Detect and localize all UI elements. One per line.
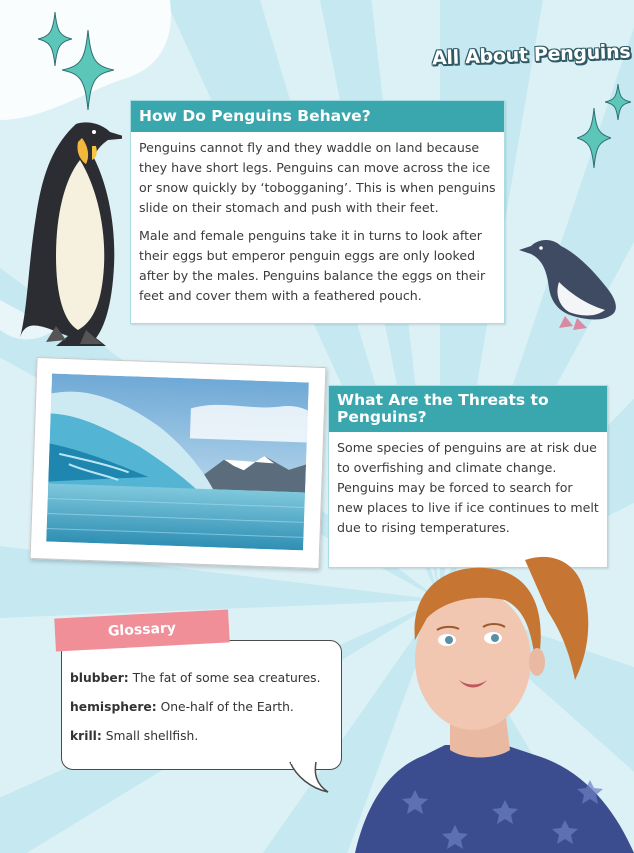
glossary-definition: One-half of the Earth.	[156, 700, 294, 714]
page-title: All About Penguins	[431, 40, 631, 70]
behave-paragraph-2: Male and female penguins take it in turns to look after their eggs but emperor penguin eggs are only looked after by the males. Penguins balance the eggs on their feet and cover them with a feathered pouch.	[139, 228, 486, 303]
glossary-bubble	[61, 640, 342, 770]
glossary-definition: The fat of some sea creatures.	[128, 671, 321, 685]
threats-heading: What Are the Threats to Penguins?	[329, 386, 607, 432]
glossary-entry	[70, 700, 294, 714]
behave-heading: How Do Penguins Behave?	[131, 101, 504, 132]
behave-paragraph-1: Penguins cannot fly and they waddle on land because they have short legs. Penguins can move across the ice or snow quickly by ‘tobogganing’. This is when penguins slide on their stomach and push with their feet.	[139, 140, 496, 215]
sparkle-icon	[62, 30, 114, 110]
sparkle-icon	[577, 108, 611, 168]
glossary-term: blubber:	[70, 671, 129, 685]
iceberg-photo	[30, 357, 327, 569]
glossary-term: hemisphere:	[70, 700, 157, 714]
glossary-entry	[70, 729, 198, 743]
glossary-label: Glossary	[107, 620, 177, 640]
glossary-term: krill:	[70, 729, 102, 743]
glossary-entry	[70, 671, 320, 685]
emperor-penguin	[16, 116, 122, 348]
girl-illustration	[355, 550, 634, 853]
speech-bubble-tail	[286, 760, 330, 796]
behave-section	[130, 100, 505, 324]
threats-section	[328, 385, 608, 568]
threats-paragraph: Some species of penguins are at risk due to overfishing and climate change. Penguins may be forced to search for new places to live if ice continues to melt due to rising temperatures.	[337, 440, 599, 535]
glossary-definition: Small shellfish.	[101, 729, 199, 743]
little-penguin	[515, 236, 621, 332]
